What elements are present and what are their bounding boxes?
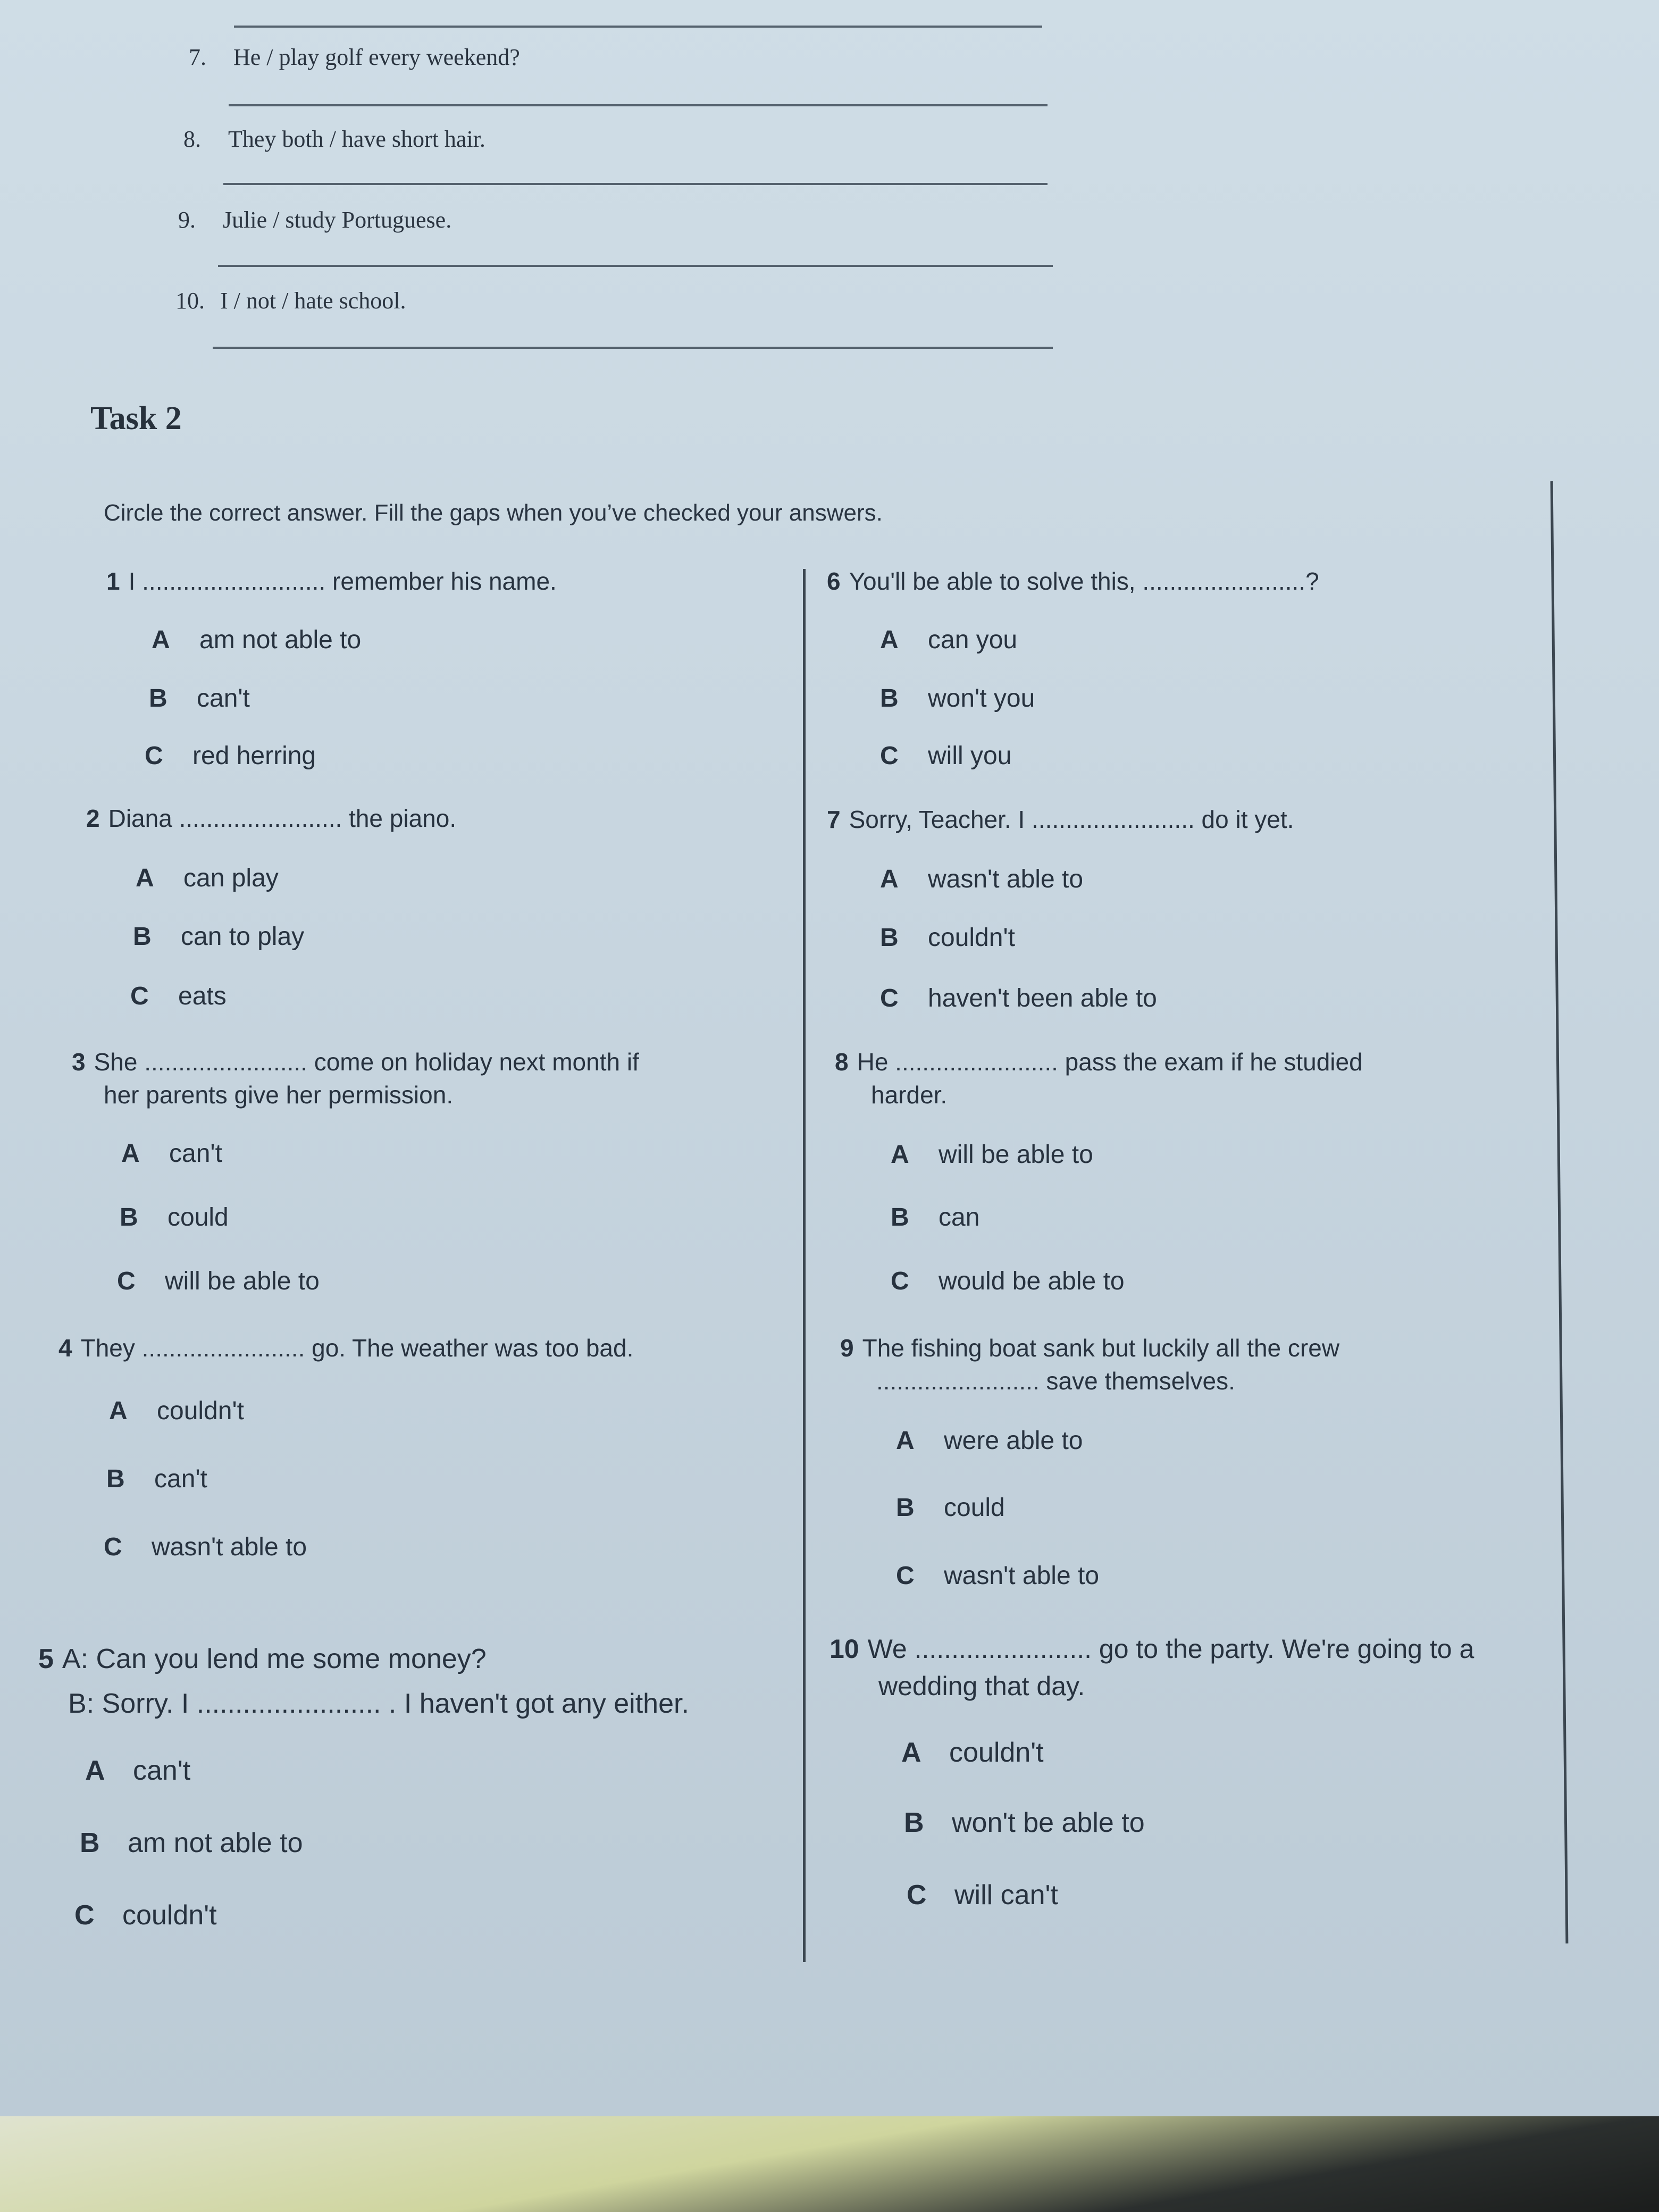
question-text-line-1: We ........................ go to the party. We're going to a xyxy=(867,1634,1474,1664)
exercise-item xyxy=(189,44,520,71)
option-a[interactable] xyxy=(109,1396,244,1426)
question-number: 1 xyxy=(106,567,120,595)
option-text: could xyxy=(944,1494,1005,1522)
option-letter: C xyxy=(880,984,899,1012)
question-10 xyxy=(830,1630,1474,1705)
option-letter: C xyxy=(891,1267,909,1295)
option-text: couldn't xyxy=(122,1900,217,1931)
option-text: will can't xyxy=(954,1880,1058,1911)
option-b[interactable] xyxy=(149,684,250,713)
option-text: wasn't able to xyxy=(944,1562,1100,1590)
question-number: 7 xyxy=(827,806,841,833)
answer-line xyxy=(229,104,1048,106)
option-text: wasn't able to xyxy=(152,1533,307,1561)
question-4 xyxy=(58,1331,633,1364)
option-text: won't you xyxy=(928,684,1035,713)
option-b[interactable] xyxy=(120,1203,229,1232)
option-letter: B xyxy=(891,1203,909,1231)
option-text: red herring xyxy=(192,742,316,770)
option-text: eats xyxy=(178,982,227,1010)
question-number: 3 xyxy=(72,1048,86,1076)
option-c[interactable] xyxy=(880,984,1157,1013)
option-text: can to play xyxy=(181,923,305,951)
option-a[interactable] xyxy=(136,864,279,893)
option-text: am not able to xyxy=(199,626,362,654)
answer-line xyxy=(218,265,1053,267)
option-letter: B xyxy=(80,1828,100,1858)
option-b[interactable] xyxy=(880,923,1015,952)
option-text: will you xyxy=(928,742,1012,770)
question-text: Sorry, Teacher. I ........................ do it yet. xyxy=(849,806,1294,833)
option-c[interactable] xyxy=(891,1267,1125,1296)
question-text-line-2: B: Sorry. I ........................ . I haven't got any either. xyxy=(68,1688,689,1719)
option-b[interactable] xyxy=(106,1464,207,1494)
option-c[interactable] xyxy=(880,741,1011,770)
question-text-line-2: wedding that day. xyxy=(878,1671,1085,1701)
question-number: 2 xyxy=(86,805,100,832)
question-text-line-1: He ........................ pass the exam if he studied xyxy=(857,1048,1363,1076)
question-1 xyxy=(106,565,557,598)
option-letter: C xyxy=(896,1562,915,1590)
option-letter: C xyxy=(130,982,149,1010)
option-text: wasn't able to xyxy=(928,865,1084,893)
option-letter: B xyxy=(106,1465,125,1493)
option-a[interactable] xyxy=(121,1139,222,1168)
question-number: 5 xyxy=(38,1644,54,1674)
exercise-text: I / not / hate school. xyxy=(220,288,406,314)
option-letter: A xyxy=(901,1737,921,1768)
option-a[interactable] xyxy=(891,1140,1093,1169)
option-letter: B xyxy=(133,923,152,951)
option-letter: A xyxy=(891,1141,909,1169)
question-6 xyxy=(827,565,1319,598)
option-text: could xyxy=(167,1203,229,1231)
option-c[interactable] xyxy=(117,1267,320,1296)
exercise-item xyxy=(183,125,485,153)
option-text: will be able to xyxy=(165,1267,320,1295)
option-letter: B xyxy=(896,1494,915,1522)
answer-line xyxy=(213,347,1053,349)
option-c[interactable] xyxy=(145,741,316,770)
option-letter: C xyxy=(907,1880,927,1911)
option-c[interactable] xyxy=(896,1561,1099,1590)
option-text: can't xyxy=(169,1139,222,1168)
option-letter: B xyxy=(880,924,899,952)
option-c[interactable] xyxy=(74,1899,217,1931)
option-text: won't be able to xyxy=(952,1807,1145,1838)
option-c[interactable] xyxy=(104,1532,307,1562)
option-b[interactable] xyxy=(133,922,304,951)
question-text-line-2: her parents give her permission. xyxy=(104,1081,454,1109)
option-letter: C xyxy=(880,742,899,770)
option-letter: B xyxy=(880,684,899,713)
exercise-number: 8. xyxy=(183,126,201,152)
option-letter: A xyxy=(109,1397,128,1425)
option-text: can't xyxy=(197,684,250,713)
exercise-text: They both / have short hair. xyxy=(228,126,485,152)
question-9 xyxy=(840,1331,1339,1397)
option-a[interactable] xyxy=(901,1737,1044,1769)
option-letter: A xyxy=(121,1139,140,1168)
question-2 xyxy=(86,802,456,835)
question-text-line-2: ........................ save themselves. xyxy=(876,1367,1235,1395)
question-text-line-1: The fishing boat sank but luckily all the crew xyxy=(862,1334,1340,1362)
task-title: Task 2 xyxy=(90,400,182,437)
question-text-line-1: She ........................ come on holiday next month if xyxy=(94,1048,639,1076)
option-letter: A xyxy=(880,626,899,654)
option-text: am not able to xyxy=(128,1828,303,1858)
question-number: 4 xyxy=(58,1334,72,1362)
option-letter: B xyxy=(120,1203,138,1231)
question-5 xyxy=(38,1637,689,1726)
exercise-text: He / play golf every weekend? xyxy=(233,44,520,70)
option-text: would be able to xyxy=(939,1267,1125,1295)
option-letter: A xyxy=(136,864,154,892)
option-text: couldn't xyxy=(157,1397,244,1425)
option-b[interactable] xyxy=(896,1493,1005,1522)
option-c[interactable] xyxy=(130,982,227,1011)
option-letter: B xyxy=(149,684,167,713)
question-text: They ........................ go. The weather was too bad. xyxy=(80,1334,634,1362)
question-7 xyxy=(827,803,1294,836)
exercise-number: 7. xyxy=(189,44,206,70)
option-a[interactable] xyxy=(152,625,361,655)
question-8 xyxy=(835,1045,1363,1111)
option-letter: B xyxy=(904,1807,924,1838)
option-text: will be able to xyxy=(939,1141,1093,1169)
option-b[interactable] xyxy=(80,1827,303,1859)
question-text: I ........................... remember his name. xyxy=(128,567,557,595)
option-a[interactable] xyxy=(896,1426,1083,1455)
answer-line xyxy=(223,183,1048,185)
option-text: can play xyxy=(183,864,279,892)
option-c[interactable] xyxy=(907,1879,1058,1911)
background-surface xyxy=(0,2116,1659,2212)
option-text: can you xyxy=(928,626,1018,654)
column-divider xyxy=(803,569,806,1962)
option-text: haven't been able to xyxy=(928,984,1157,1012)
option-letter: C xyxy=(145,742,163,770)
question-number: 8 xyxy=(835,1048,849,1076)
option-text: were able to xyxy=(944,1427,1083,1455)
question-text-line-1: A: Can you lend me some money? xyxy=(62,1644,487,1674)
question-text: Diana ........................ the piano. xyxy=(108,805,457,832)
option-b[interactable] xyxy=(880,684,1035,713)
option-letter: A xyxy=(152,626,170,654)
option-text: can xyxy=(939,1203,980,1231)
question-3 xyxy=(72,1045,639,1111)
option-letter: A xyxy=(896,1427,915,1455)
question-text: You'll be able to solve this, ........................? xyxy=(849,567,1319,595)
question-number: 10 xyxy=(830,1634,859,1664)
option-a[interactable] xyxy=(85,1755,190,1787)
exercise-number: 9. xyxy=(178,207,196,233)
option-a[interactable] xyxy=(880,865,1083,894)
option-letter: A xyxy=(880,865,899,893)
exercise-number: 10. xyxy=(175,288,205,314)
option-a[interactable] xyxy=(880,625,1017,655)
exercise-item xyxy=(175,287,406,314)
option-letter: C xyxy=(104,1533,122,1561)
option-letter: A xyxy=(85,1755,105,1786)
option-text: couldn't xyxy=(949,1737,1044,1768)
option-text: couldn't xyxy=(928,924,1015,952)
page-border-right xyxy=(1551,481,1569,1943)
task-instruction: Circle the correct answer. Fill the gaps when you’ve checked your answers. xyxy=(104,500,883,526)
option-letter: C xyxy=(117,1267,136,1295)
option-b[interactable] xyxy=(891,1203,979,1232)
option-b[interactable] xyxy=(904,1807,1145,1839)
option-letter: C xyxy=(74,1900,95,1931)
answer-line xyxy=(234,26,1042,28)
option-text: can't xyxy=(133,1755,191,1786)
exercise-text: Julie / study Portuguese. xyxy=(223,207,452,233)
question-number: 6 xyxy=(827,567,841,595)
question-number: 9 xyxy=(840,1334,854,1362)
exercise-item xyxy=(178,206,451,233)
option-text: can't xyxy=(154,1465,207,1493)
question-text-line-2: harder. xyxy=(871,1081,948,1109)
